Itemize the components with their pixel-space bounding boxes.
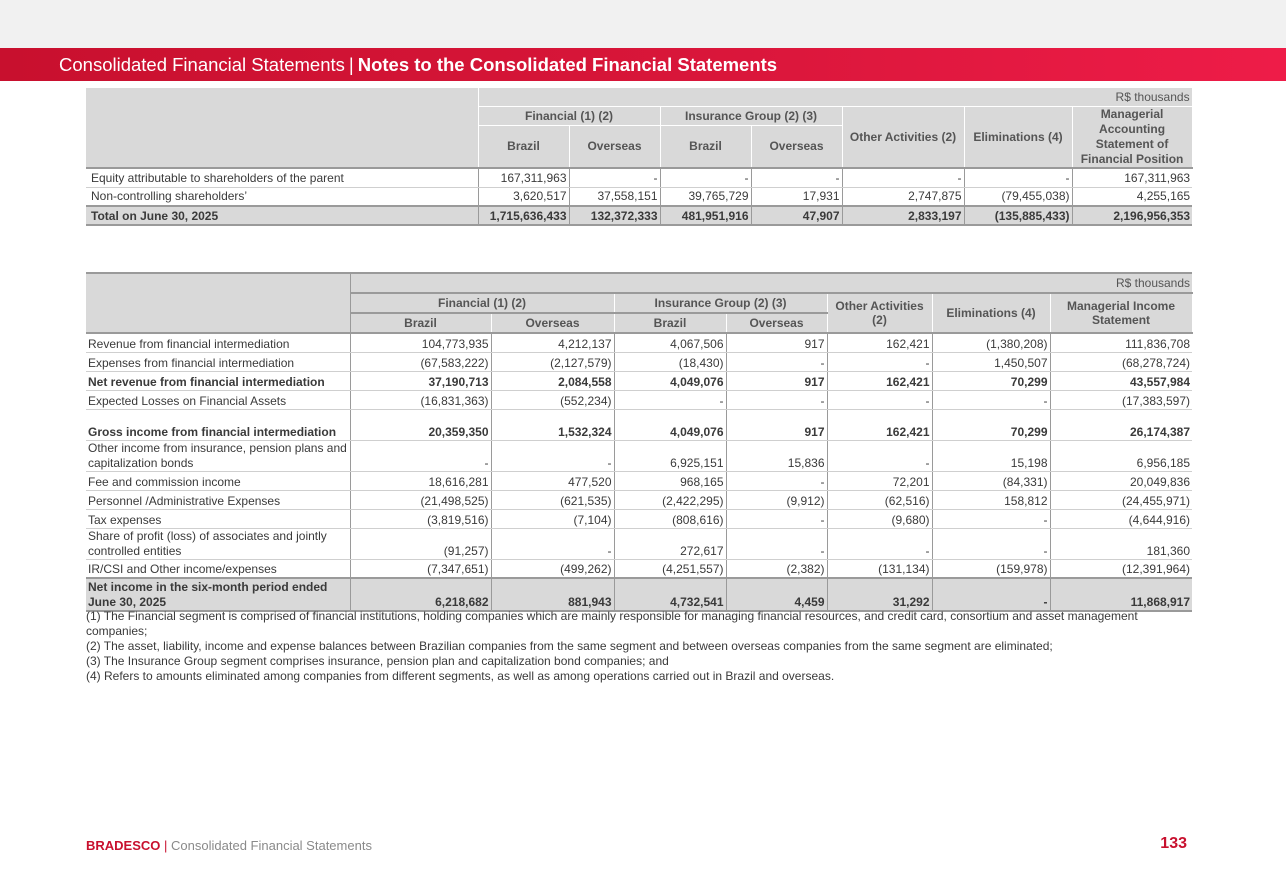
equity-table: [86, 87, 1193, 226]
cell: -: [932, 390, 1050, 409]
cell: -: [932, 509, 1050, 528]
footnote: (1) The Financial segment is comprised of financial institutions, holding companies which are mainly responsible for managing financial resources, and credit card, consortium and asset management companies;: [86, 609, 1138, 638]
section-banner: [0, 48, 1286, 81]
header-financial-brazil: Brazil: [478, 126, 569, 168]
cell: 111,836,708: [1050, 333, 1192, 352]
cell: (9,680): [827, 509, 932, 528]
table-row: [86, 559, 1192, 578]
cell: 4,732,541: [614, 578, 726, 611]
cell: 167,311,963: [1072, 168, 1192, 187]
row-label: Expenses from financial intermediation: [86, 352, 350, 371]
footnote: (3) The Insurance Group segment comprises insurance, pension plan and capitalization bond companies; and: [86, 654, 669, 668]
row-label: Total on June 30, 2025: [86, 206, 478, 225]
cell: 6,218,682: [350, 578, 491, 611]
cell: (21,498,525): [350, 490, 491, 509]
cell: (9,912): [726, 490, 827, 509]
cell: (16,831,363): [350, 390, 491, 409]
cell: -: [569, 168, 660, 187]
cell: 162,421: [827, 371, 932, 390]
table-row: [86, 187, 1192, 206]
cell: 272,617: [614, 528, 726, 559]
cell: -: [827, 352, 932, 371]
banner-separator: |: [348, 54, 354, 75]
cell: 917: [726, 371, 827, 390]
cell: 162,421: [827, 333, 932, 352]
cell: -: [726, 390, 827, 409]
header-financial-brazil: Brazil: [350, 313, 491, 333]
cell: 39,765,729: [660, 187, 751, 206]
cell: (552,234): [491, 390, 614, 409]
cell: (2,382): [726, 559, 827, 578]
cell: (2,127,579): [491, 352, 614, 371]
cell: 968,165: [614, 471, 726, 490]
cell: 6,956,185: [1050, 440, 1192, 471]
cell: (4,644,916): [1050, 509, 1192, 528]
cell: (84,331): [932, 471, 1050, 490]
cell: (18,430): [614, 352, 726, 371]
page-footer: [86, 838, 372, 853]
header-financial-overseas: Overseas: [569, 126, 660, 168]
row-label: Non-controlling shareholders’: [86, 187, 478, 206]
footnotes: [86, 609, 1192, 684]
cell: 4,255,165: [1072, 187, 1192, 206]
cell: 162,421: [827, 409, 932, 440]
cell: (135,885,433): [964, 206, 1072, 225]
cell: 70,299: [932, 409, 1050, 440]
cell: 37,558,151: [569, 187, 660, 206]
cell: 481,951,916: [660, 206, 751, 225]
cell: 181,360: [1050, 528, 1192, 559]
row-label: Personnel /Administrative Expenses: [86, 490, 350, 509]
units-label: R$ thousands: [350, 273, 1192, 293]
header-insurance-overseas: Overseas: [726, 313, 827, 333]
header-financial-overseas: Overseas: [491, 313, 614, 333]
cell: 4,067,506: [614, 333, 726, 352]
header-other-activities: Other Activities (2): [827, 293, 932, 333]
cell: 881,943: [491, 578, 614, 611]
header-eliminations: Eliminations (4): [932, 293, 1050, 333]
cell: 4,212,137: [491, 333, 614, 352]
income-table: [86, 272, 1193, 612]
footnote: (2) The asset, liability, income and expense balances between Brazilian companies from the same segment and between overseas companies from the same segment are eliminated;: [86, 639, 1053, 653]
cell: 18,616,281: [350, 471, 491, 490]
cell: -: [726, 528, 827, 559]
cell: 47,907: [751, 206, 842, 225]
cell: -: [614, 390, 726, 409]
cell: 4,459: [726, 578, 827, 611]
cell: (4,251,557): [614, 559, 726, 578]
cell: -: [827, 528, 932, 559]
cell: (621,535): [491, 490, 614, 509]
cell: 37,190,713: [350, 371, 491, 390]
header-insurance-overseas: Overseas: [751, 126, 842, 168]
header-managerial-position: Managerial Accounting Statement of Financial Position: [1072, 107, 1192, 169]
cell: -: [751, 168, 842, 187]
row-label: Other income from insurance, pension plans and capitalization bonds: [86, 440, 350, 471]
cell: 1,532,324: [491, 409, 614, 440]
cell: (67,583,222): [350, 352, 491, 371]
header-blank: [86, 273, 350, 333]
cell: 132,372,333: [569, 206, 660, 225]
cell: -: [726, 352, 827, 371]
cell: -: [350, 440, 491, 471]
cell: (3,819,516): [350, 509, 491, 528]
cell: (79,455,038): [964, 187, 1072, 206]
cell: 477,520: [491, 471, 614, 490]
cell: -: [842, 168, 964, 187]
header-insurance: Insurance Group (2) (3): [660, 107, 842, 126]
cell: (62,516): [827, 490, 932, 509]
header-financial: Financial (1) (2): [350, 293, 614, 313]
cell: 167,311,963: [478, 168, 569, 187]
cell: 11,868,917: [1050, 578, 1192, 611]
footer-title: Consolidated Financial Statements: [171, 838, 372, 853]
cell: 104,773,935: [350, 333, 491, 352]
cell: -: [726, 471, 827, 490]
header-financial: Financial (1) (2): [478, 107, 660, 126]
cell: (131,134): [827, 559, 932, 578]
cell: (499,262): [491, 559, 614, 578]
cell: 72,201: [827, 471, 932, 490]
header-other-activities: Other Activities (2): [842, 107, 964, 169]
cell: (808,616): [614, 509, 726, 528]
table-row: [86, 333, 1192, 352]
cell: 17,931: [751, 187, 842, 206]
header-insurance-brazil: Brazil: [660, 126, 751, 168]
table-row: [86, 490, 1192, 509]
total-row: [86, 206, 1192, 225]
units-label: R$ thousands: [478, 88, 1192, 107]
cell: (7,104): [491, 509, 614, 528]
cell: 917: [726, 409, 827, 440]
cell: (2,422,295): [614, 490, 726, 509]
cell: (91,257): [350, 528, 491, 559]
cell: (68,278,724): [1050, 352, 1192, 371]
cell: 15,836: [726, 440, 827, 471]
row-label: Revenue from financial intermediation: [86, 333, 350, 352]
cell: -: [827, 390, 932, 409]
table-row: [86, 352, 1192, 371]
cell: 2,084,558: [491, 371, 614, 390]
header-insurance: Insurance Group (2) (3): [614, 293, 827, 313]
cell: -: [491, 440, 614, 471]
cell: (7,347,651): [350, 559, 491, 578]
cell: 2,196,956,353: [1072, 206, 1192, 225]
cell: 1,450,507: [932, 352, 1050, 371]
cell: -: [491, 528, 614, 559]
table-row: [86, 471, 1192, 490]
top-strip: [0, 0, 1286, 48]
cell: 2,833,197: [842, 206, 964, 225]
row-label: Expected Losses on Financial Assets: [86, 390, 350, 409]
cell: 26,174,387: [1050, 409, 1192, 440]
cell: 20,049,836: [1050, 471, 1192, 490]
table-row: [86, 390, 1192, 409]
cell: 3,620,517: [478, 187, 569, 206]
cell: 15,198: [932, 440, 1050, 471]
cell: (159,978): [932, 559, 1050, 578]
page-number: 133: [1160, 835, 1187, 852]
cell: -: [932, 578, 1050, 611]
row-label: Net income in the six-month period ended June 30, 2025: [86, 578, 350, 611]
cell: 20,359,350: [350, 409, 491, 440]
table-row: [86, 440, 1192, 471]
cell: 1,715,636,433: [478, 206, 569, 225]
table-row: [86, 371, 1192, 390]
row-label: Gross income from financial intermediation: [86, 409, 350, 440]
cell: 2,747,875: [842, 187, 964, 206]
income-table-body: [86, 333, 1192, 611]
cell: (24,455,971): [1050, 490, 1192, 509]
cell: 158,812: [932, 490, 1050, 509]
table-row: [86, 409, 1192, 440]
cell: 31,292: [827, 578, 932, 611]
cell: 6,925,151: [614, 440, 726, 471]
cell: (17,383,597): [1050, 390, 1192, 409]
row-label: IR/CSI and Other income/expenses: [86, 559, 350, 578]
cell: 4,049,076: [614, 371, 726, 390]
cell: -: [726, 509, 827, 528]
table-row: [86, 509, 1192, 528]
cell: 4,049,076: [614, 409, 726, 440]
header-eliminations: Eliminations (4): [964, 107, 1072, 169]
header-blank: [86, 88, 478, 169]
banner-subtitle: Notes to the Consolidated Financial Statements: [357, 54, 778, 75]
table-row: [86, 168, 1192, 187]
total-row: [86, 578, 1192, 611]
row-label: Tax expenses: [86, 509, 350, 528]
header-insurance-brazil: Brazil: [614, 313, 726, 333]
brand-logo-text: BRADESCO: [86, 838, 161, 853]
table-row: [86, 528, 1192, 559]
cell: -: [827, 440, 932, 471]
cell: -: [660, 168, 751, 187]
row-label: Net revenue from financial intermediation: [86, 371, 350, 390]
row-label: Share of profit (loss) of associates and jointly controlled entities: [86, 528, 350, 559]
cell: (12,391,964): [1050, 559, 1192, 578]
footer-separator: |: [164, 838, 168, 853]
footnote: (4) Refers to amounts eliminated among companies from different segments, as well as among operations carried out in Brazil and overseas.: [86, 669, 835, 683]
cell: -: [932, 528, 1050, 559]
row-label: Equity attributable to shareholders of the parent: [86, 168, 478, 187]
cell: 70,299: [932, 371, 1050, 390]
cell: 917: [726, 333, 827, 352]
header-managerial-income: Managerial Income Statement: [1050, 293, 1192, 333]
cell: (1,380,208): [932, 333, 1050, 352]
cell: 43,557,984: [1050, 371, 1192, 390]
cell: -: [964, 168, 1072, 187]
banner-title: Consolidated Financial Statements: [59, 54, 345, 75]
row-label: Fee and commission income: [86, 471, 350, 490]
